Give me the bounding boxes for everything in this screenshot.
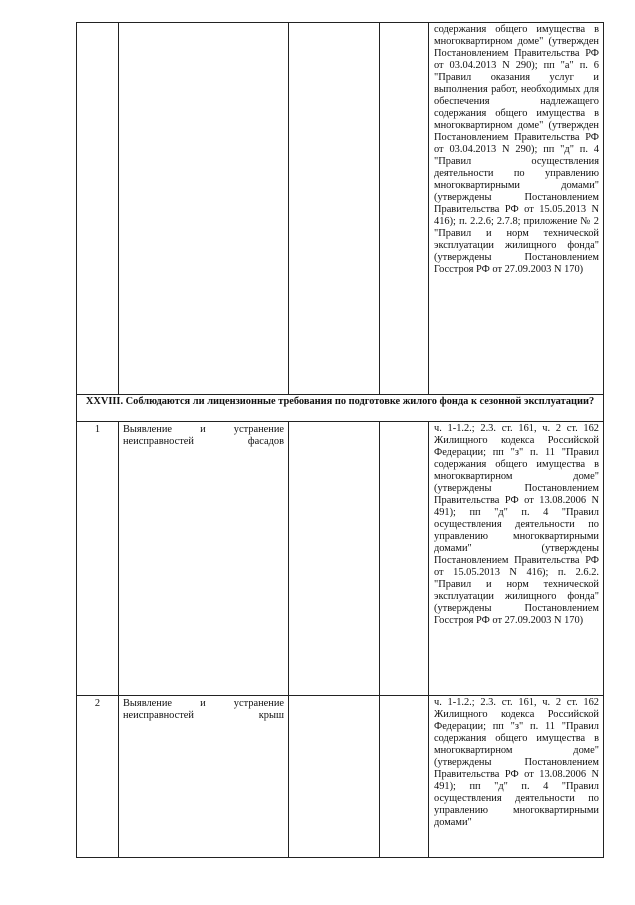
question-text: Выявление и устранение неисправностей крыш (119, 696, 289, 858)
requirements-cell (429, 422, 604, 696)
note-cell (380, 23, 429, 395)
answer-cell (289, 696, 380, 858)
table-row (77, 422, 604, 696)
row-number: 2 (77, 696, 119, 858)
requirements-text: ч. 1-1.2.; 2.3. ст. 161, ч. 2 ст. 162 Жилищного кодекса Российской Федерации; пп "з" п. 11 "Правил содержания общего имущества в многоквартирном доме" (утверждены Постановлением Правительства РФ от 13.08.2006 N 491); пп "д" п. 4 "Правил осуществления деятельности по управлению многоквартирными домами" (утверждены Постановлением Правительства РФ от 15.05.2013 N 416); п. 2.6.2. "Правил и норм технической эксплуатации жилищного фонда" (утверждены Постановлением Госстроя РФ от 27.09.2003 N 170) (434, 423, 599, 626)
checklist-table (76, 22, 604, 858)
requirements-text: ч. 1-1.2.; 2.3. ст. 161, ч. 2 ст. 162 Жилищного кодекса Российской Федерации; пп "з" п. 11 "Правил содержания общего имущества в многоквартирном доме" (утверждены Постановлением Правительства РФ от 13.08.2006 N 491); пп "д" п. 4 "Правил осуществления деятельности по управлению многоквартирными домами" (434, 697, 599, 828)
requirements-text: содержания общего имущества в многоквартирном доме" (утвержден Постановлением Правительства РФ от 03.04.2013 N 290); пп "а" п. 6 "Правил оказания услуг и выполнения работ, необходимых для обеспечения надлежащего содержания общего имущества в многоквартирном доме" (утвержден Постановлением Правительства РФ от 03.04.2013 N 290); пп "д" п. 4 "Правил осуществления деятельности по управлению многоквартирными домами" (утверждены Постановлением Правительства РФ от 15.05.2013 N 416); п. 2.2.6; 2.7.8; приложение № 2 "Правил и норм технической эксплуатации жилищного фонда" (утверждены Постановлением Госстроя РФ от 27.09.2003 N 170) (434, 24, 599, 275)
answer-cell (289, 23, 380, 395)
note-cell (380, 696, 429, 858)
number-cell (77, 23, 119, 395)
section-title: XXVIII. Соблюдаются ли лицензионные требования по подготовке жилого фонда к сезонной эксплуатации? (77, 395, 604, 422)
requirements-cell (429, 23, 604, 395)
requirements-cell (429, 696, 604, 858)
note-cell (380, 422, 429, 696)
section-header-row (77, 395, 604, 422)
answer-cell (289, 422, 380, 696)
table-row (77, 696, 604, 858)
question-cell (119, 23, 289, 395)
table-row (77, 23, 604, 395)
question-text: Выявление и устранение неисправностей фасадов (119, 422, 289, 696)
row-number: 1 (77, 422, 119, 696)
